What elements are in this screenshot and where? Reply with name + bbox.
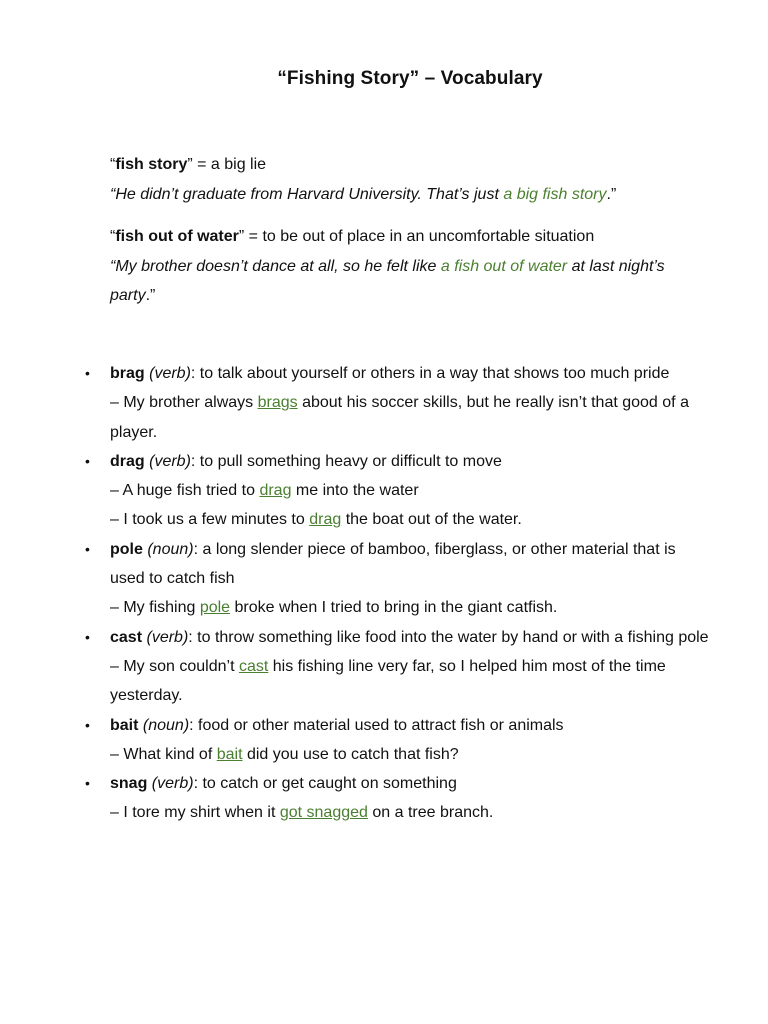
idiom-example bbox=[110, 252, 710, 311]
open-quote: “ bbox=[110, 228, 116, 245]
idiom-example-after: .” bbox=[606, 185, 617, 203]
example-before: – A huge fish tried to bbox=[110, 482, 260, 500]
vocab-term: snag bbox=[110, 775, 148, 793]
vocab-term: drag bbox=[110, 452, 145, 470]
part-of-speech: (verb) bbox=[151, 775, 194, 793]
vocab-item-brag bbox=[85, 359, 710, 447]
example-highlight-word: drag bbox=[309, 511, 342, 529]
example-after: his fishing line very far, so I helped him most of the time yesterday. bbox=[110, 657, 666, 705]
open-quote: “ bbox=[110, 156, 116, 173]
idiom-term: fish story bbox=[115, 156, 188, 173]
vocab-example bbox=[110, 388, 710, 447]
idiom-definition: ” = a big lie bbox=[187, 156, 267, 173]
vocab-term: pole bbox=[110, 540, 143, 558]
vocab-example bbox=[110, 476, 710, 505]
bullet-icon: • bbox=[85, 775, 90, 792]
vocabulary-list bbox=[85, 359, 710, 828]
example-before: – I took us a few minutes to bbox=[110, 511, 310, 529]
vocab-definition: : food or other material used to attract fish or animals bbox=[189, 716, 564, 734]
part-of-speech: (verb) bbox=[149, 452, 191, 470]
vocab-term: cast bbox=[110, 628, 143, 646]
vocab-example bbox=[110, 652, 710, 711]
vocab-term: bait bbox=[110, 716, 139, 734]
example-after: on a tree branch. bbox=[367, 804, 494, 822]
example-highlight-word: pole bbox=[199, 599, 231, 617]
bullet-icon: • bbox=[85, 452, 90, 469]
idiom-definition-line bbox=[110, 222, 710, 252]
idiom-example bbox=[110, 180, 710, 210]
idiom-term: fish out of water bbox=[115, 228, 239, 245]
example-before: – I tore my shirt when it bbox=[110, 804, 280, 822]
idiom-example-before: “He didn’t graduate from Harvard University. That’s just bbox=[110, 185, 504, 203]
bullet-icon: • bbox=[85, 628, 90, 645]
example-before: – My son couldn’t bbox=[110, 657, 239, 675]
idiom-fish-story bbox=[110, 150, 710, 209]
idiom-example-before: “My brother doesn’t dance at all, so he felt like bbox=[110, 257, 441, 275]
idiom-example-highlight: a fish out of water bbox=[440, 257, 568, 275]
idiom-definition: ” = to be out of place in an uncomfortable situation bbox=[238, 228, 595, 245]
example-after: did you use to catch that fish? bbox=[242, 745, 459, 763]
example-after: me into the water bbox=[291, 482, 419, 500]
example-after: the boat out of the water. bbox=[341, 511, 522, 529]
example-highlight-word: cast bbox=[238, 657, 269, 675]
part-of-speech: (noun) bbox=[147, 540, 194, 558]
vocab-item-pole bbox=[85, 535, 710, 623]
example-highlight-word: drag bbox=[259, 482, 292, 500]
vocab-definition: : to throw something like food into the water by hand or with a fishing pole bbox=[188, 628, 709, 646]
example-after: about his soccer skills, but he really isn’t that good of a player. bbox=[110, 394, 689, 441]
example-before: – My fishing bbox=[110, 599, 200, 617]
idiom-fish-out-of-water bbox=[110, 222, 710, 311]
idiom-example-tail: .” bbox=[145, 287, 156, 304]
vocab-definition: : a long slender piece of bamboo, fiberglass, or other material that is used to catch fish bbox=[110, 540, 676, 588]
part-of-speech: (verb) bbox=[146, 628, 189, 646]
vocab-example bbox=[110, 505, 710, 534]
example-highlight-word: bait bbox=[216, 745, 243, 763]
vocab-definition: : to talk about yourself or others in a way that shows too much pride bbox=[190, 365, 670, 382]
bullet-icon: • bbox=[85, 716, 90, 733]
example-before: – What kind of bbox=[110, 745, 217, 763]
vocab-definition: : to pull something heavy or difficult to move bbox=[190, 452, 502, 470]
vocab-item-bait bbox=[85, 711, 710, 770]
part-of-speech: (noun) bbox=[142, 716, 190, 734]
vocab-item-drag bbox=[85, 447, 710, 535]
vocab-definition: : to catch or get caught on something bbox=[193, 775, 457, 793]
idiom-example-highlight: a big fish story bbox=[503, 185, 607, 203]
idiom-definition-line bbox=[110, 150, 710, 180]
part-of-speech: (verb) bbox=[149, 365, 191, 382]
vocab-example bbox=[110, 740, 710, 769]
vocab-item-cast bbox=[85, 623, 710, 711]
example-highlight-word: got snagged bbox=[279, 804, 368, 822]
idiom-example-after: at last night’s party bbox=[110, 257, 665, 304]
page-title: “Fishing Story” – Vocabulary bbox=[277, 68, 543, 89]
example-before: – My brother always bbox=[110, 394, 258, 412]
example-after: broke when I tried to bring in the giant catfish. bbox=[230, 599, 558, 617]
bullet-icon: • bbox=[85, 365, 90, 381]
vocab-example bbox=[110, 593, 710, 622]
example-highlight-word: brags bbox=[257, 394, 298, 412]
vocab-item-snag bbox=[85, 769, 710, 828]
bullet-icon: • bbox=[85, 540, 90, 557]
vocab-term: brag bbox=[110, 365, 145, 382]
vocab-example bbox=[110, 798, 710, 827]
